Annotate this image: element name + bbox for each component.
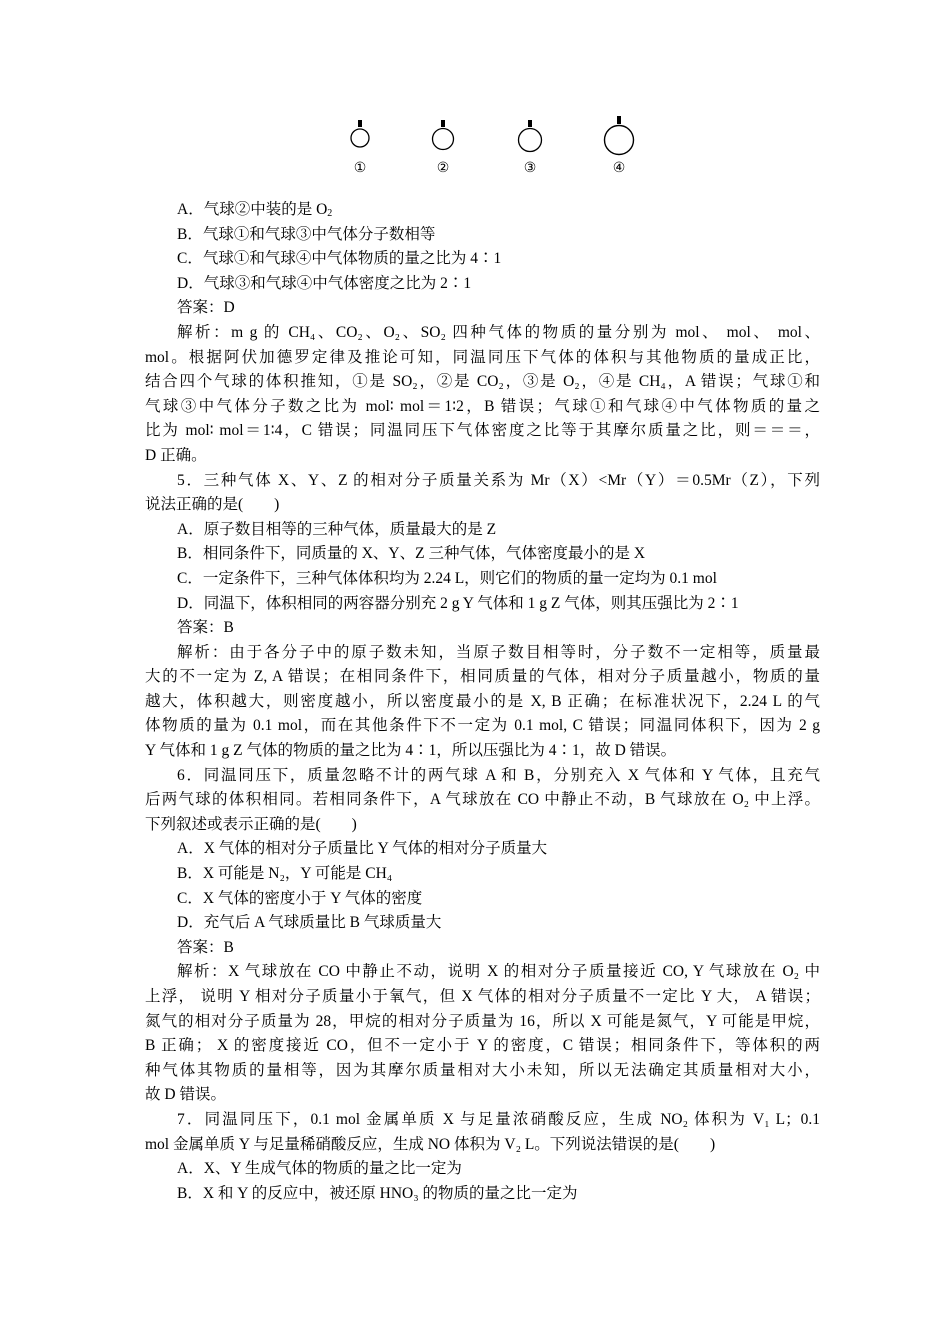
question-line: 说法正确的是( ) bbox=[145, 496, 280, 514]
answer-line: 答案：B bbox=[177, 938, 234, 956]
analysis-line: 解析：由于各分子中的原子数未知，当原子数目相等时，分子数不一定相等，质量最 bbox=[177, 643, 820, 661]
document-body bbox=[145, 198, 820, 1206]
analysis-line: B 正确； X 的密度接近 CO，但不一定小于 Y 的密度，C 错误；相同条件下，等体积的两 bbox=[145, 1037, 820, 1055]
balloon-4 bbox=[602, 116, 636, 156]
analysis-line: 越大，体积越大，则密度越小，所以密度最小的是 X, B 正确；在标准状况下，2.24 L 的气 bbox=[145, 692, 820, 710]
option-line: B．相同条件下，同质量的 X、Y、Z 三种气体，气体密度最小的是 X bbox=[177, 545, 646, 563]
analysis-line: 解析：m g 的 CH₄、CO₂、O₂、SO₂ 四种气体的物质的量分别为 mol、 mol、 mol、 bbox=[177, 323, 820, 341]
analysis-line: 解析：X 气球放在 CO 中静止不动，说明 X 的相对分子质量接近 CO, Y 气球放在 O₂ 中 bbox=[177, 963, 820, 981]
analysis-line: 气球③中气体分子数之比为 mol∶ mol＝1∶2，B 错误；气球①和气球④中气体物质的量之 bbox=[145, 397, 820, 415]
answer-line: 答案：B bbox=[177, 619, 234, 637]
balloon-3 bbox=[516, 120, 544, 154]
option-line: C．一定条件下，三种气体体积均为 2.24 L，则它们的物质的量一定均为 0.1 mol bbox=[177, 569, 717, 587]
option-line: A．X 气体的相对分子质量比 Y 气体的相对分子质量大 bbox=[177, 840, 548, 858]
option-line: B．X 可能是 N₂，Y 可能是 CH₄ bbox=[177, 865, 393, 883]
analysis-line: 氮气的相对分子质量为 28，甲烷的相对分子质量为 16，所以 X 可能是氮气，Y 可能是甲烷， bbox=[145, 1012, 820, 1030]
analysis-line: Y 气体和 1 g Z 气体的物质的量之比为 4∶1，所以压强比为 4∶1，故 D 错误。 bbox=[145, 742, 677, 760]
analysis-line: 结合四个气球的体积推知，①是 SO₂，②是 CO₂，③是 O₂，④是 CH₄，A 错误；气球①和 bbox=[145, 373, 820, 391]
option-line: B．X 和 Y 的反应中，被还原 HNO₃ 的物质的量之比一定为 bbox=[177, 1184, 578, 1202]
analysis-line: 种气体其物质的量相等，因为其摩尔质量相对大小未知，所以无法确定其质量相对大小， bbox=[145, 1061, 820, 1079]
option-line: A．气球②中装的是 $O_2$ bbox=[177, 201, 333, 219]
analysis-line: 上浮， 说明 Y 相对分子质量小于氧气，但 X 气体的相对分子质量不一定比 Y 大， A 错误； bbox=[145, 988, 820, 1005]
balloon-label-3: ③ bbox=[523, 161, 537, 176]
analysis-line: 比为 mol∶ mol＝1∶4，C 错误；同温同压下气体密度之比等于其摩尔质量之比，则＝＝＝， bbox=[145, 422, 820, 440]
option-line: D．充气后 A 气球质量比 B 气球质量大 bbox=[177, 914, 442, 932]
option-line: D．同温下，体积相同的两容器分别充 2 g Y 气体和 1 g Z 气体，则其压强比为 2∶1 bbox=[177, 594, 739, 612]
analysis-line: 故 D 错误。 bbox=[145, 1086, 226, 1104]
option-line: B．气球①和气球③中气体分子数相等 bbox=[177, 225, 436, 243]
analysis-line: D 正确。 bbox=[145, 446, 207, 464]
question-line: 7．同温同压下，0.1 mol 金属单质 X 与足量浓硝酸反应，生成 NO₂ 体积为 V₁ L；0.1 bbox=[177, 1110, 820, 1128]
option-line: D．气球③和气球④中气体密度之比为 2∶1 bbox=[177, 274, 472, 292]
analysis-line: 大的不一定为 Z, A 错误；在相同条件下，相同质量的气体，相对分子质量越小，物质的量 bbox=[145, 668, 820, 686]
analysis-line: mol。根据阿伏加德罗定律及推论可知，同温同压下气体的体积与其他物质的量成正比， bbox=[145, 348, 820, 366]
question-line: mol 金属单质 Y 与足量稀硝酸反应，生成 NO 体积为 V₂ L。下列说法错误的是( ) bbox=[145, 1135, 716, 1153]
question-line: 6．同温同压下，质量忽略不计的两气球 A 和 B，分别充入 X 气体和 Y 气体，且充气 bbox=[177, 766, 820, 784]
analysis-line: 体物质的量为 0.1 mol，而在其他条件下不一定为 0.1 mol, C 错误；同温同体积下，因为 2 g bbox=[145, 717, 820, 735]
question-line: 下列叙述或表示正确的是( ) bbox=[145, 815, 357, 833]
balloon-2 bbox=[430, 120, 456, 152]
question-line: 后两气球的体积相同。若相同条件下，A 气球放在 CO 中静止不动，B 气球放在 O₂ 中上浮。 bbox=[145, 791, 820, 809]
balloon-1 bbox=[348, 120, 372, 150]
option-line: A．原子数目相等的三种气体，质量最大的是 Z bbox=[177, 520, 497, 538]
option-line: A．X、Y 生成气体的物质的量之比一定为 bbox=[177, 1160, 462, 1178]
option-line: C．X 气体的密度小于 Y 气体的密度 bbox=[177, 889, 423, 907]
balloon-label-1: ① bbox=[353, 161, 367, 176]
question-line: 5．三种气体 X、Y、Z 的相对分子质量关系为 Mr（X）<Mr（Y）＝0.5Mr（Z），下列 bbox=[177, 471, 820, 489]
balloon-label-2: ② bbox=[436, 161, 450, 176]
answer-line: 答案：D bbox=[177, 299, 235, 317]
option-line: C．气球①和气球④中气体物质的量之比为 4∶1 bbox=[177, 250, 502, 268]
balloon-figure bbox=[330, 120, 670, 180]
balloon-label-4: ④ bbox=[612, 161, 626, 176]
